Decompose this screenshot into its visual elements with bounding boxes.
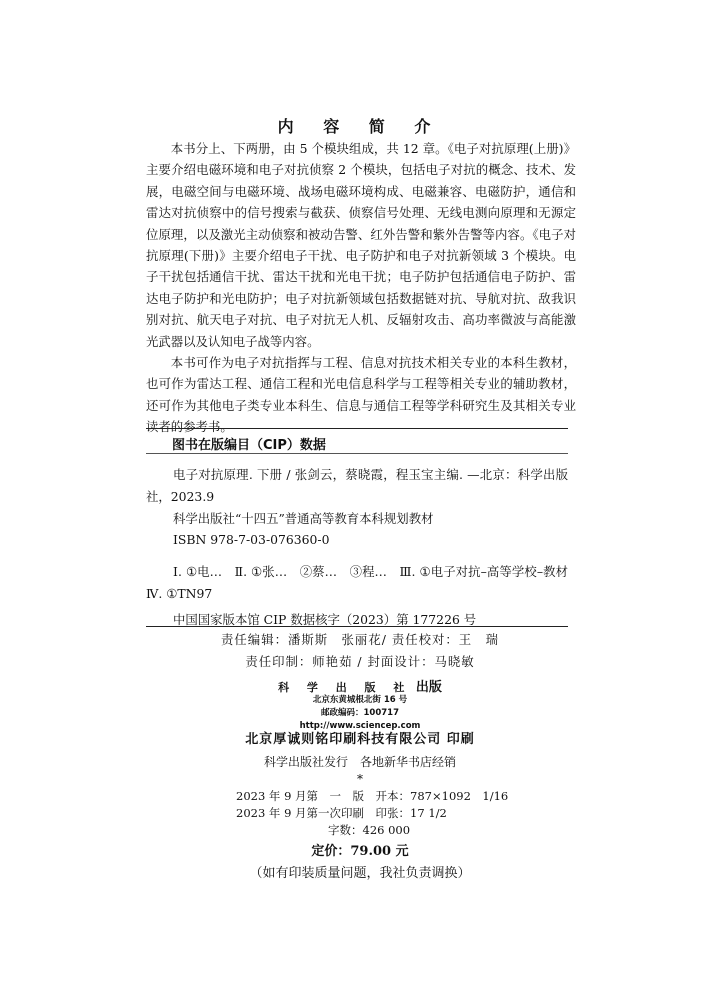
publisher-postcode: 邮政编码：100717 <box>321 708 399 718</box>
summary-body <box>146 138 576 438</box>
summary-paragraph: 本书分上、下两册，由 5 个模块组成，共 12 章。《电子对抗原理(上册)》主要介绍电磁环境和电子对抗侦察 2 个模块，包括电子对抗的概念、技术、发展，电磁空间与电磁环境、战场电磁环境构成、电磁兼容、电磁防护，通信和雷达对抗侦察中的信号搜索与截获、侦察信号处理、无线电测向原理和无源定位原理，以及激光主动侦察和被动告警、红外告警和紫外告警等内容。《电子对抗原理(下册)》主要介绍电子干扰、电子防护和电子对抗新领域 3 个模块。电子干扰包括通信干扰、雷达干扰和光电干扰；电子防护包括通信电子防护、雷达电子防护和光电防护；电子对抗新领域包括数据链对抗、导航对抗、敌我识别对抗、航天电子对抗、电子对抗无人机、反辐射攻击、高功率微波与高能激光武器以及认知电子战等内容。 <box>146 141 576 349</box>
publisher-name: 科 学 出 版 社 <box>278 681 412 694</box>
cip-heading: 图书在版编目（CIP）数据 <box>172 438 326 453</box>
edition-line: 2023 年 9 月第 一 版 开本：787×1092 1/16 <box>236 789 509 803</box>
publisher-suffix: 出版 <box>415 680 442 695</box>
cip-top-rule <box>146 428 568 429</box>
quality-notice: （如有印装质量问题，我社负责调换） <box>249 866 471 881</box>
cip-line: Ⅰ. ①电… Ⅱ. ①张… ②蔡… ③程… Ⅲ. ①电子对抗–高等学校–教材 Ⅳ. ①TN97 <box>146 564 581 601</box>
publisher-address: 北京东黄城根北街 16 号 <box>312 695 408 705</box>
price: 定价：79.00 元 <box>311 844 409 859</box>
editors-line-2: 责任印制：师艳茹 / 封面设计：马晓敏 <box>245 654 475 669</box>
cip-line: ISBN 978-7-03-076360-0 <box>173 532 330 548</box>
cip-bottom-rule <box>146 626 568 627</box>
publisher-line <box>0 676 720 695</box>
distribution-line: 科学出版社发行 各地新华书店经销 <box>263 755 456 769</box>
cip-line: 电子对抗原理. 下册 / 张剑云，蔡晓霞，程玉宝主编. —北京：科学出版社，2023.9 <box>146 467 568 504</box>
summary-paragraph: 本书可作为电子对抗指挥与工程、信息对抗技术相关专业的本科生教材，也可作为雷达工程、通信工程和光电信息科学与工程等相关专业的辅助教材，还可作为其他电子类专业本科生、信息与通信工程等学科研究生及其相关专业读者的参考书。 <box>146 355 576 435</box>
summary-title: 内 容 简 介 <box>277 117 443 136</box>
cip-record-text: 中国国家版本馆 CIP 数据核字（2023）第 177226 号 <box>173 612 477 627</box>
editors-line-1: 责任编辑：潘斯斯 张丽花/ 责任校对：王 瑞 <box>221 632 499 647</box>
separator-star: * <box>357 772 363 786</box>
cip-heading-rule <box>146 453 568 454</box>
publisher-website: http://www.sciencep.com <box>299 721 421 731</box>
printer-line: 北京厚诚则铭印刷科技有限公司 印刷 <box>245 732 475 747</box>
printing-line: 2023 年 9 月第一次印刷 印张：17 1/2 <box>236 806 447 820</box>
word-count: 字数：426 000 <box>328 823 411 837</box>
cip-data <box>146 464 581 605</box>
cip-line: 科学出版社“十四五”普通高等教育本科规划教材 <box>173 510 434 526</box>
edition-info <box>236 788 508 822</box>
